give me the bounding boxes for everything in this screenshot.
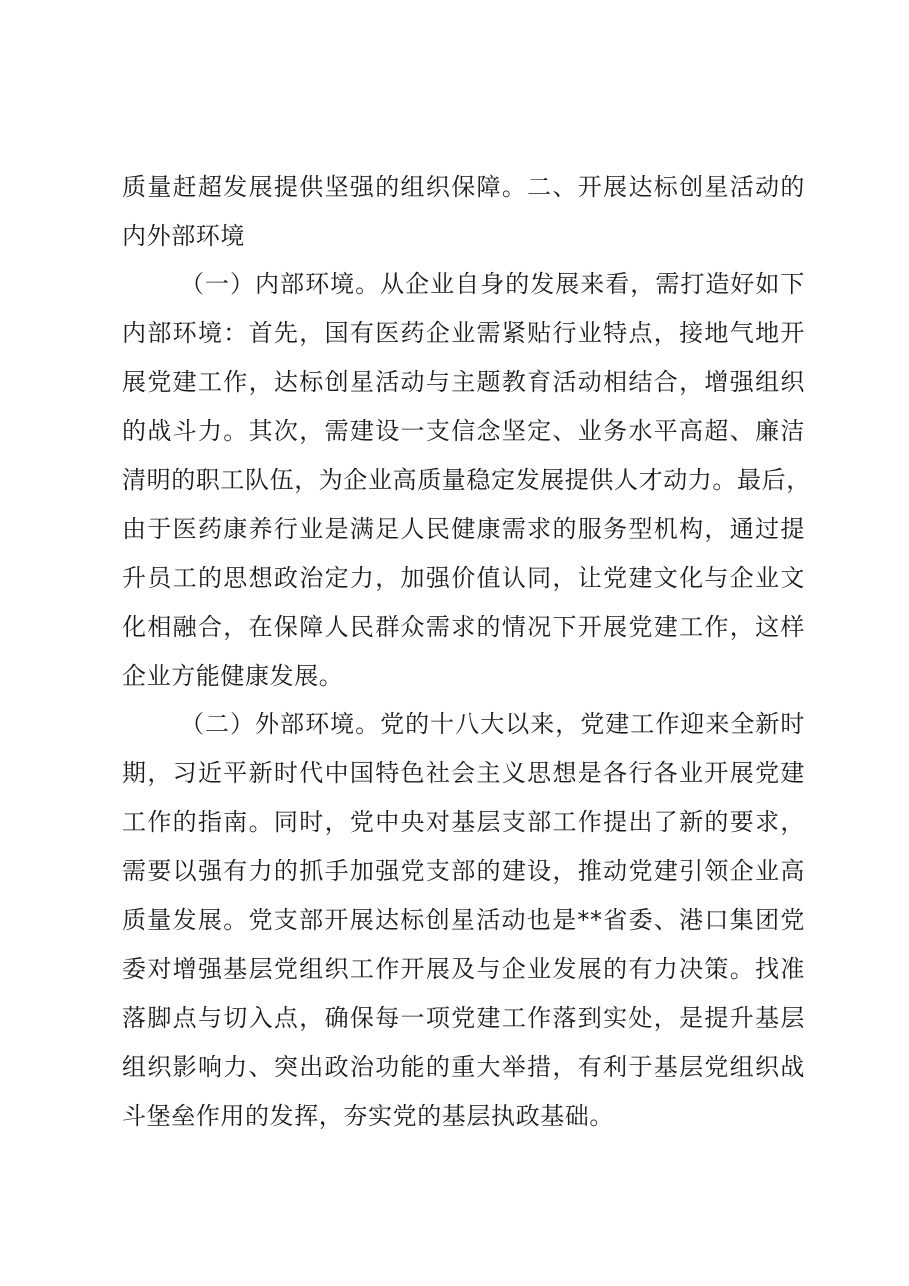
paragraph-intro xyxy=(122,163,805,261)
text-line: 内外部环境 xyxy=(122,222,245,250)
text-line: 需要以强有力的抓手加强党支部的建设，推动党建引领企业高 xyxy=(122,857,805,885)
text-line: 的战斗力。其次，需建设一支信念坚定、业务水平高超、廉洁 xyxy=(122,417,805,445)
text-line: 落脚点与切入点，确保每一项党建工作落到实处，是提升基层 xyxy=(122,1004,805,1032)
text-line-indented: （一）内部环境。从企业自身的发展来看，需打造好如下 xyxy=(180,270,805,298)
text-line: 清明的职工队伍，为企业高质量稳定发展提供人才动力。最后， xyxy=(122,466,811,494)
text-line: 质量发展。党支部开展达标创星活动也是**省委、港口集团党 xyxy=(122,906,805,934)
text-line: 由于医药康养行业是满足人民健康需求的服务型机构，通过提 xyxy=(122,515,805,543)
text-line: 化相融合，在保障人民群众需求的情况下开展党建工作，这样 xyxy=(122,613,805,641)
paragraph-internal-environment xyxy=(122,260,811,701)
text-line-indented: （二）外部环境。党的十八大以来，党建工作迎来全新时 xyxy=(180,710,805,738)
text-line: 内部环境：首先，国有医药企业需紧贴行业特点，接地气地开 xyxy=(122,319,805,347)
text-line: 升员工的思想政治定力，加强价值认同，让党建文化与企业文 xyxy=(122,564,805,592)
text-line: 委对增强基层党组织工作开展及与企业发展的有力决策。找准 xyxy=(122,955,805,983)
text-line: 质量赶超发展提供坚强的组织保障。二、开展达标创星活动的 xyxy=(122,173,805,201)
text-line: 斗堡垒作用的发挥，夯实党的基层执政基础。 xyxy=(122,1102,614,1130)
text-line: 展党建工作，达标创星活动与主题教育活动相结合，增强组织 xyxy=(122,368,805,396)
text-line: 组织影响力、突出政治功能的重大举措，有利于基层党组织战 xyxy=(122,1053,805,1081)
text-line: 工作的指南。同时，党中央对基层支部工作提出了新的要求， xyxy=(122,808,805,836)
text-line: 期，习近平新时代中国特色社会主义思想是各行各业开展党建 xyxy=(122,759,805,787)
text-line: 企业方能健康发展。 xyxy=(122,662,344,690)
paragraph-external-environment xyxy=(122,700,805,1141)
